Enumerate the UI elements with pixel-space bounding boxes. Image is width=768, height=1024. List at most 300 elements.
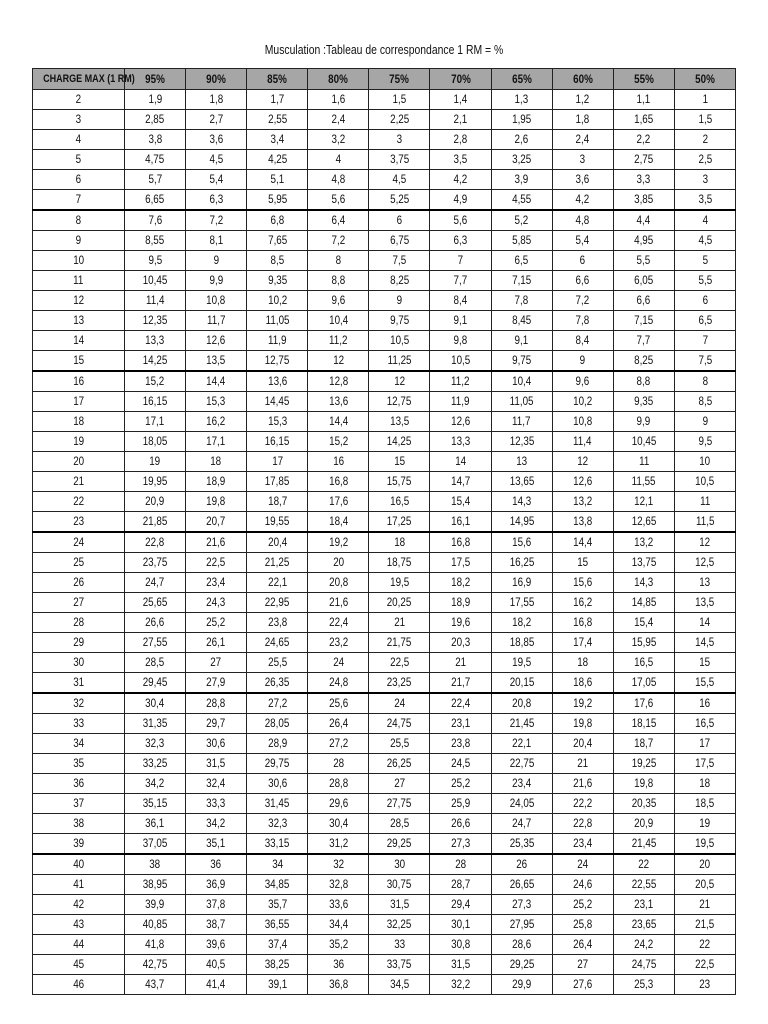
cell-value: 35,7	[247, 895, 308, 915]
cell-value: 30,75	[369, 875, 430, 895]
cell-value: 21	[552, 754, 613, 774]
cell-value: 4,9	[430, 190, 491, 211]
cell-value: 4,25	[247, 150, 308, 170]
cell-charge-max: 16	[33, 371, 125, 392]
cell-value: 3,4	[247, 130, 308, 150]
cell-value: 30,6	[186, 734, 247, 754]
cell-value: 9,75	[491, 351, 552, 372]
cell-value: 29,6	[308, 794, 369, 814]
cell-value: 25,65	[125, 593, 186, 613]
cell-value: 12,35	[125, 311, 186, 331]
cell-value: 18	[552, 653, 613, 673]
cell-value: 24,5	[430, 754, 491, 774]
cell-value: 1,65	[613, 110, 674, 130]
cell-value: 16,15	[247, 432, 308, 452]
cell-charge-max: 30	[33, 653, 125, 673]
header-percent: 60%	[552, 69, 613, 90]
cell-value: 2,1	[430, 110, 491, 130]
cell-value: 22	[613, 854, 674, 875]
cell-value: 14,85	[613, 593, 674, 613]
cell-value: 19,2	[308, 532, 369, 553]
cell-value: 20,5	[674, 875, 735, 895]
cell-value: 23,1	[613, 895, 674, 915]
cell-value: 5,5	[613, 251, 674, 271]
cell-value: 27,55	[125, 633, 186, 653]
table-row	[33, 915, 736, 935]
cell-value: 27,9	[186, 673, 247, 694]
cell-charge-max: 44	[33, 935, 125, 955]
cell-value: 14,3	[613, 573, 674, 593]
cell-value: 35,1	[186, 834, 247, 855]
cell-value: 23,1	[430, 714, 491, 734]
cell-value: 37,05	[125, 834, 186, 855]
cell-value: 22,95	[247, 593, 308, 613]
cell-value: 29,75	[247, 754, 308, 774]
cell-value: 36	[186, 854, 247, 875]
cell-value: 28,6	[491, 935, 552, 955]
cell-value: 15,3	[186, 392, 247, 412]
cell-value: 24	[308, 653, 369, 673]
cell-value: 2,6	[491, 130, 552, 150]
cell-charge-max: 21	[33, 472, 125, 492]
cell-value: 9,6	[552, 371, 613, 392]
cell-value: 9	[186, 251, 247, 271]
cell-value: 34,5	[369, 975, 430, 995]
cell-value: 21,6	[186, 532, 247, 553]
table-row	[33, 331, 736, 351]
cell-charge-max: 46	[33, 975, 125, 995]
cell-value: 9,75	[369, 311, 430, 331]
cell-value: 37,8	[186, 895, 247, 915]
cell-value: 38	[125, 854, 186, 875]
cell-value: 17,05	[613, 673, 674, 694]
cell-value: 5,5	[674, 271, 735, 291]
cell-charge-max: 10	[33, 251, 125, 271]
cell-value: 27,2	[247, 693, 308, 714]
cell-value: 14	[674, 613, 735, 633]
cell-value: 10,4	[308, 311, 369, 331]
cell-value: 3,5	[430, 150, 491, 170]
table-body	[33, 90, 736, 995]
cell-value: 21	[430, 653, 491, 673]
cell-value: 3	[674, 170, 735, 190]
table-row	[33, 271, 736, 291]
cell-value: 17,25	[369, 512, 430, 533]
cell-value: 14,45	[247, 392, 308, 412]
table-row	[33, 150, 736, 170]
cell-value: 24,3	[186, 593, 247, 613]
table-row	[33, 794, 736, 814]
table-row	[33, 553, 736, 573]
table-row	[33, 854, 736, 875]
cell-value: 23,75	[125, 553, 186, 573]
cell-value: 13,5	[369, 412, 430, 432]
cell-value: 20,7	[186, 512, 247, 533]
cell-value: 12,75	[369, 392, 430, 412]
cell-value: 2,8	[430, 130, 491, 150]
cell-value: 10,8	[186, 291, 247, 311]
header-percent: 65%	[491, 69, 552, 90]
cell-value: 18	[186, 452, 247, 472]
cell-value: 19,8	[613, 774, 674, 794]
cell-value: 19,5	[674, 834, 735, 855]
cell-value: 16,1	[430, 512, 491, 533]
cell-value: 6,5	[674, 311, 735, 331]
cell-value: 4,55	[491, 190, 552, 211]
cell-value: 5,4	[186, 170, 247, 190]
cell-value: 11,4	[552, 432, 613, 452]
cell-value: 17,55	[491, 593, 552, 613]
cell-value: 13,8	[552, 512, 613, 533]
cell-value: 1,5	[674, 110, 735, 130]
cell-value: 40,5	[186, 955, 247, 975]
cell-value: 18,15	[613, 714, 674, 734]
cell-charge-max: 18	[33, 412, 125, 432]
cell-value: 21	[674, 895, 735, 915]
cell-value: 17,5	[430, 553, 491, 573]
cell-value: 1,5	[369, 90, 430, 110]
cell-value: 1,3	[491, 90, 552, 110]
table-row	[33, 653, 736, 673]
table-row	[33, 935, 736, 955]
cell-value: 31,2	[308, 834, 369, 855]
cell-value: 26,1	[186, 633, 247, 653]
table-row	[33, 432, 736, 452]
cell-value: 33,25	[125, 754, 186, 774]
cell-charge-max: 28	[33, 613, 125, 633]
cell-value: 27,75	[369, 794, 430, 814]
cell-value: 8,25	[369, 271, 430, 291]
cell-value: 23,4	[491, 774, 552, 794]
table-row	[33, 311, 736, 331]
cell-value: 34,2	[125, 774, 186, 794]
cell-value: 14,25	[369, 432, 430, 452]
table-row	[33, 814, 736, 834]
cell-value: 20,4	[247, 532, 308, 553]
cell-value: 12	[369, 371, 430, 392]
cell-value: 9	[674, 412, 735, 432]
cell-value: 22,4	[430, 693, 491, 714]
cell-value: 18	[674, 774, 735, 794]
cell-value: 24,05	[491, 794, 552, 814]
cell-value: 14,25	[125, 351, 186, 372]
cell-value: 21,7	[430, 673, 491, 694]
cell-charge-max: 4	[33, 130, 125, 150]
cell-value: 3,85	[613, 190, 674, 211]
cell-value: 6	[552, 251, 613, 271]
cell-value: 15,5	[674, 673, 735, 694]
cell-charge-max: 29	[33, 633, 125, 653]
cell-value: 1	[674, 90, 735, 110]
cell-value: 5,95	[247, 190, 308, 211]
cell-value: 26	[491, 854, 552, 875]
cell-value: 9,5	[125, 251, 186, 271]
cell-value: 10,4	[491, 371, 552, 392]
table-row	[33, 975, 736, 995]
cell-value: 28,5	[125, 653, 186, 673]
cell-value: 25,6	[308, 693, 369, 714]
cell-value: 8,4	[430, 291, 491, 311]
cell-value: 20,8	[491, 693, 552, 714]
cell-value: 25,8	[552, 915, 613, 935]
cell-value: 11,2	[308, 331, 369, 351]
cell-value: 10	[674, 452, 735, 472]
cell-value: 1,1	[613, 90, 674, 110]
cell-value: 7,5	[369, 251, 430, 271]
cell-value: 25,2	[552, 895, 613, 915]
cell-value: 34,4	[308, 915, 369, 935]
cell-value: 13,6	[308, 392, 369, 412]
table-row	[33, 452, 736, 472]
cell-value: 17	[674, 734, 735, 754]
cell-value: 22,5	[674, 955, 735, 975]
cell-value: 32,2	[430, 975, 491, 995]
cell-value: 32	[308, 854, 369, 875]
cell-value: 13,5	[674, 593, 735, 613]
cell-value: 15	[552, 553, 613, 573]
cell-value: 37,4	[247, 935, 308, 955]
cell-charge-max: 2	[33, 90, 125, 110]
cell-value: 17,1	[125, 412, 186, 432]
cell-value: 32,25	[369, 915, 430, 935]
table-row	[33, 613, 736, 633]
cell-value: 30,8	[430, 935, 491, 955]
cell-value: 35,2	[308, 935, 369, 955]
cell-value: 34	[247, 854, 308, 875]
cell-value: 22,1	[247, 573, 308, 593]
cell-value: 33	[369, 935, 430, 955]
table-row	[33, 170, 736, 190]
table-row	[33, 291, 736, 311]
cell-value: 6,6	[552, 271, 613, 291]
cell-value: 10,5	[430, 351, 491, 372]
cell-value: 31,45	[247, 794, 308, 814]
cell-value: 17,6	[308, 492, 369, 512]
header-percent: 70%	[430, 69, 491, 90]
table-row	[33, 512, 736, 533]
cell-value: 24	[369, 693, 430, 714]
cell-value: 13,3	[125, 331, 186, 351]
header-percent: 85%	[247, 69, 308, 90]
cell-charge-max: 37	[33, 794, 125, 814]
cell-value: 22,5	[369, 653, 430, 673]
cell-value: 12,6	[186, 331, 247, 351]
cell-value: 28	[308, 754, 369, 774]
cell-value: 16,8	[552, 613, 613, 633]
cell-value: 24,2	[613, 935, 674, 955]
cell-charge-max: 3	[33, 110, 125, 130]
cell-value: 8,25	[613, 351, 674, 372]
cell-value: 7,7	[613, 331, 674, 351]
cell-value: 15,6	[552, 573, 613, 593]
table-row	[33, 190, 736, 211]
cell-value: 15,95	[613, 633, 674, 653]
cell-value: 1,2	[552, 90, 613, 110]
cell-charge-max: 6	[33, 170, 125, 190]
cell-value: 7,15	[613, 311, 674, 331]
cell-value: 34,2	[186, 814, 247, 834]
cell-value: 16,8	[308, 472, 369, 492]
cell-value: 12,8	[308, 371, 369, 392]
cell-value: 15,3	[247, 412, 308, 432]
cell-value: 9	[369, 291, 430, 311]
table-row	[33, 573, 736, 593]
cell-value: 2,25	[369, 110, 430, 130]
cell-value: 15	[369, 452, 430, 472]
cell-charge-max: 25	[33, 553, 125, 573]
cell-value: 25,5	[369, 734, 430, 754]
cell-charge-max: 39	[33, 834, 125, 855]
cell-value: 39,9	[125, 895, 186, 915]
table-row	[33, 472, 736, 492]
cell-value: 5,6	[308, 190, 369, 211]
cell-value: 27,3	[430, 834, 491, 855]
cell-value: 7,6	[125, 210, 186, 231]
cell-value: 40,85	[125, 915, 186, 935]
cell-value: 18,7	[247, 492, 308, 512]
cell-value: 22,55	[613, 875, 674, 895]
cell-value: 36,1	[125, 814, 186, 834]
cell-value: 19,5	[491, 653, 552, 673]
cell-value: 21,45	[613, 834, 674, 855]
cell-value: 8,5	[674, 392, 735, 412]
cell-value: 20,3	[430, 633, 491, 653]
cell-value: 4,8	[308, 170, 369, 190]
cell-charge-max: 42	[33, 895, 125, 915]
cell-value: 1,95	[491, 110, 552, 130]
cell-value: 7,65	[247, 231, 308, 251]
cell-value: 13	[491, 452, 552, 472]
cell-value: 28,8	[308, 774, 369, 794]
cell-value: 20,8	[308, 573, 369, 593]
table-row	[33, 210, 736, 231]
cell-value: 15,6	[491, 532, 552, 553]
cell-value: 17	[247, 452, 308, 472]
cell-value: 12	[308, 351, 369, 372]
cell-value: 14	[430, 452, 491, 472]
cell-value: 4	[308, 150, 369, 170]
cell-value: 6,4	[308, 210, 369, 231]
cell-value: 12	[552, 452, 613, 472]
cell-charge-max: 24	[33, 532, 125, 553]
cell-value: 41,4	[186, 975, 247, 995]
cell-value: 29,25	[369, 834, 430, 855]
cell-value: 23,8	[247, 613, 308, 633]
cell-value: 12,65	[613, 512, 674, 533]
cell-value: 23,4	[552, 834, 613, 855]
cell-value: 38,25	[247, 955, 308, 975]
cell-value: 2,75	[613, 150, 674, 170]
cell-value: 39,6	[186, 935, 247, 955]
cell-value: 33,3	[186, 794, 247, 814]
cell-charge-max: 9	[33, 231, 125, 251]
cell-value: 13,2	[552, 492, 613, 512]
cell-value: 11,05	[247, 311, 308, 331]
cell-value: 41,8	[125, 935, 186, 955]
cell-value: 11,9	[247, 331, 308, 351]
cell-value: 7,2	[552, 291, 613, 311]
cell-value: 7,8	[491, 291, 552, 311]
table-row	[33, 351, 736, 372]
cell-value: 24	[552, 854, 613, 875]
cell-value: 25,2	[430, 774, 491, 794]
cell-value: 39,1	[247, 975, 308, 995]
cell-value: 16,5	[369, 492, 430, 512]
cell-value: 18,9	[430, 593, 491, 613]
cell-value: 20	[674, 854, 735, 875]
cell-value: 10,2	[247, 291, 308, 311]
cell-value: 36,9	[186, 875, 247, 895]
cell-value: 16,2	[552, 593, 613, 613]
cell-value: 4,5	[186, 150, 247, 170]
cell-value: 30	[369, 854, 430, 875]
cell-value: 3,6	[186, 130, 247, 150]
cell-value: 18,7	[613, 734, 674, 754]
cell-value: 11,7	[491, 412, 552, 432]
header-percent: 75%	[369, 69, 430, 90]
cell-charge-max: 45	[33, 955, 125, 975]
cell-value: 21,25	[247, 553, 308, 573]
cell-value: 21	[369, 613, 430, 633]
cell-value: 7,7	[430, 271, 491, 291]
cell-value: 43,7	[125, 975, 186, 995]
cell-value: 27,2	[308, 734, 369, 754]
cell-value: 22,1	[491, 734, 552, 754]
cell-value: 19	[125, 452, 186, 472]
cell-value: 16,8	[430, 532, 491, 553]
cell-value: 18,05	[125, 432, 186, 452]
cell-value: 26,4	[552, 935, 613, 955]
cell-charge-max: 15	[33, 351, 125, 372]
cell-charge-max: 38	[33, 814, 125, 834]
cell-value: 22	[674, 935, 735, 955]
cell-value: 2,55	[247, 110, 308, 130]
table-row	[33, 875, 736, 895]
cell-charge-max: 12	[33, 291, 125, 311]
cell-value: 11,4	[125, 291, 186, 311]
cell-value: 28,05	[247, 714, 308, 734]
cell-value: 10,5	[674, 472, 735, 492]
cell-value: 8,4	[552, 331, 613, 351]
cell-value: 30,6	[247, 774, 308, 794]
cell-value: 6,6	[613, 291, 674, 311]
cell-value: 11,05	[491, 392, 552, 412]
cell-value: 22,4	[308, 613, 369, 633]
table-row	[33, 593, 736, 613]
cell-value: 36,55	[247, 915, 308, 935]
cell-value: 18,2	[491, 613, 552, 633]
cell-value: 19,25	[613, 754, 674, 774]
cell-value: 7,2	[186, 210, 247, 231]
cell-charge-max: 34	[33, 734, 125, 754]
cell-value: 13,3	[430, 432, 491, 452]
cell-value: 6,5	[491, 251, 552, 271]
cell-charge-max: 43	[33, 915, 125, 935]
cell-charge-max: 8	[33, 210, 125, 231]
cell-value: 18,75	[369, 553, 430, 573]
cell-value: 10,45	[125, 271, 186, 291]
cell-value: 21,6	[308, 593, 369, 613]
cell-value: 31,35	[125, 714, 186, 734]
cell-value: 35,15	[125, 794, 186, 814]
cell-charge-max: 40	[33, 854, 125, 875]
cell-value: 27,6	[552, 975, 613, 995]
cell-value: 22,75	[491, 754, 552, 774]
cell-value: 11,2	[430, 371, 491, 392]
table-row	[33, 673, 736, 694]
cell-value: 4,95	[613, 231, 674, 251]
cell-value: 6	[674, 291, 735, 311]
